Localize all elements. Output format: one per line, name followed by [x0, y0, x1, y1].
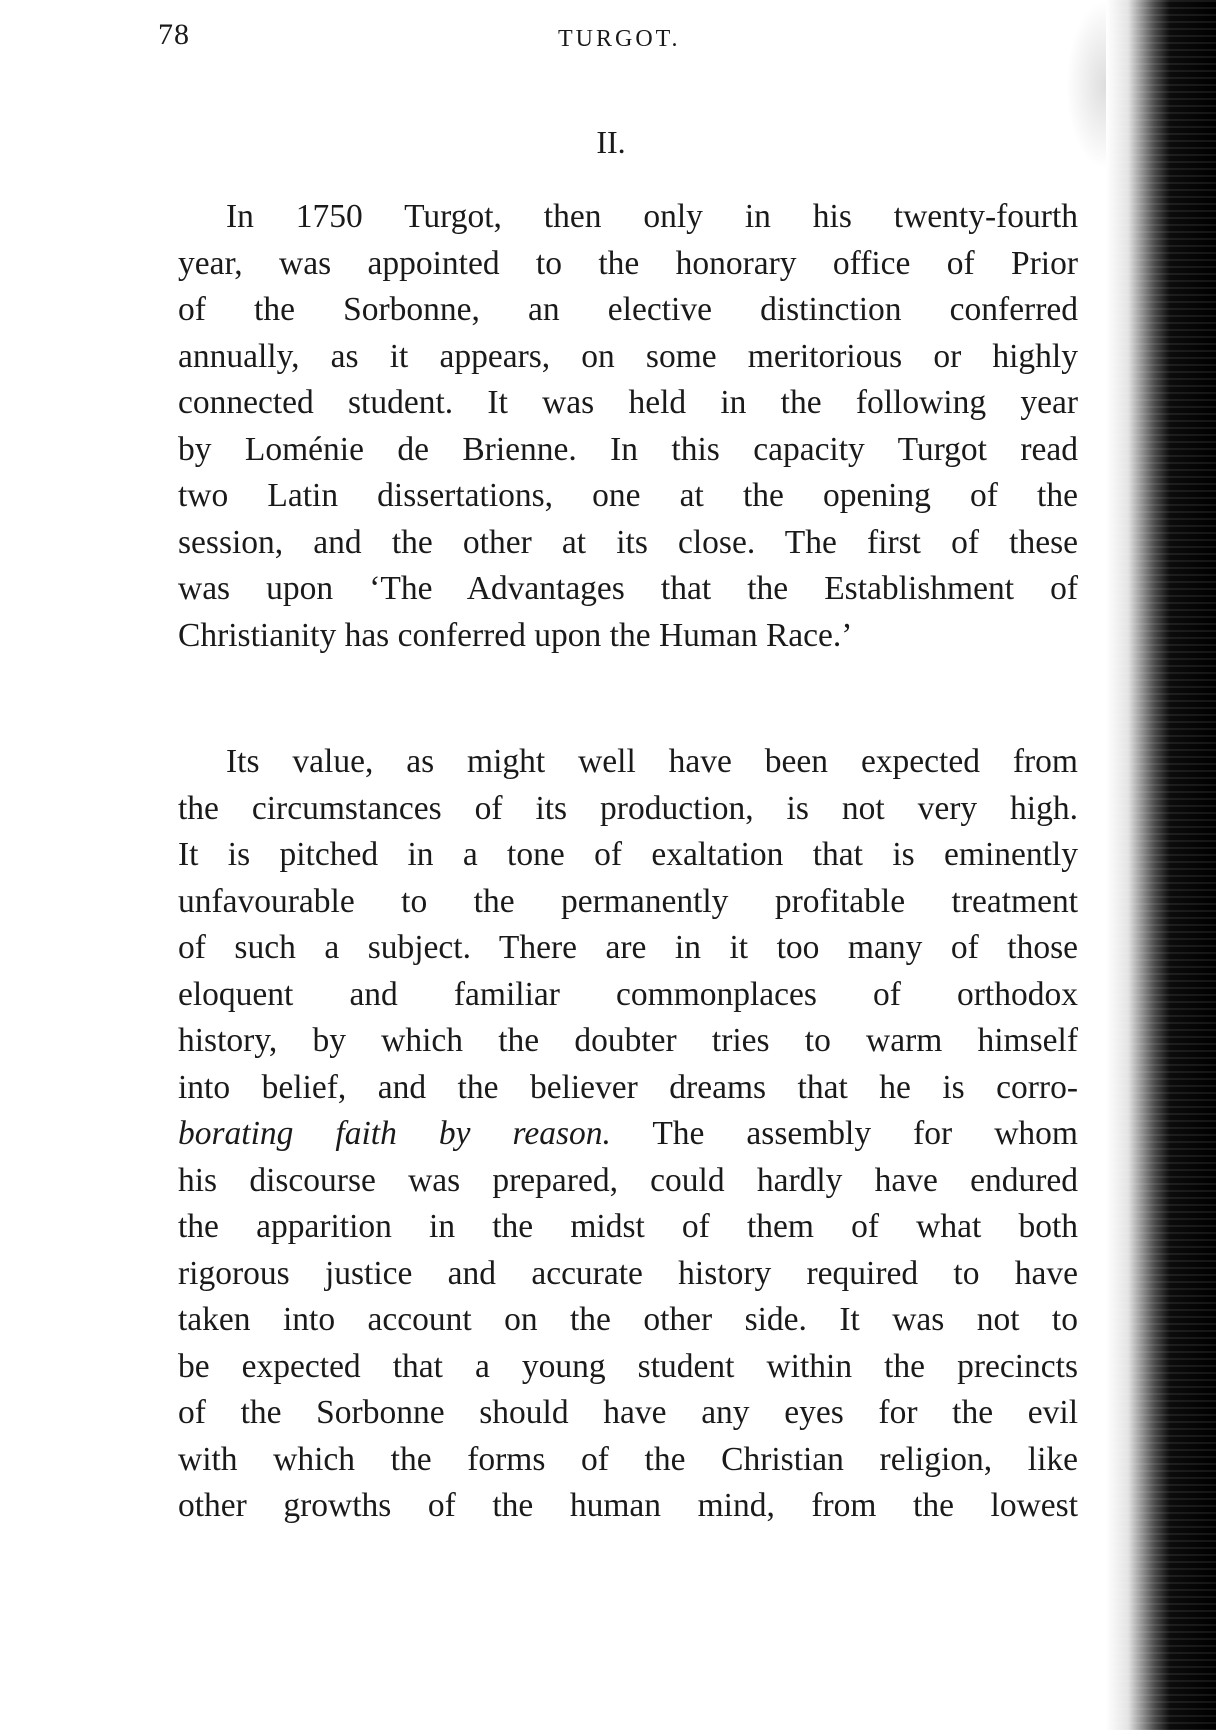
- paragraph-line: the apparition in the midst of them of what both: [178, 1208, 1078, 1245]
- paragraph-line: two Latin dissertations, one at the opening of the: [178, 477, 1078, 514]
- paragraph-line: was upon ‘The Advantages that the Establishment of: [178, 570, 1078, 607]
- paragraph-line: Its value, as might well have been expected from: [226, 743, 1078, 780]
- paragraph-line: eloquent and familiar commonplaces of orthodox: [178, 975, 1078, 1013]
- paragraph-line: year, was appointed to the honorary office of Prior: [178, 244, 1078, 282]
- paragraph-line: other growths of the human mind, from the lowest: [178, 1487, 1078, 1524]
- paragraph-line: Christianity has conferred upon the Human Race.’: [178, 616, 853, 654]
- paragraph-line: of the Sorbonne, an elective distinction conferred: [178, 291, 1078, 328]
- paragraph-line: history, by which the doubter tries to warm himself: [178, 1022, 1078, 1059]
- paragraph-line: his discourse was prepared, could hardly have endured: [178, 1161, 1078, 1199]
- paragraph-line: In 1750 Turgot, then only in his twenty-fourth: [226, 198, 1078, 235]
- paragraph-line: by Loménie de Brienne. In this capacity Turgot read: [178, 430, 1078, 468]
- paragraph-line: connected student. It was held in the following year: [178, 384, 1078, 421]
- paragraph-line: with which the forms of the Christian religion, like: [178, 1440, 1078, 1478]
- paragraph-line: unfavourable to the permanently profitable treatment: [178, 882, 1078, 920]
- paragraph-line: annually, as it appears, on some meritorious or highly: [178, 337, 1078, 375]
- book-binding-edge: [1106, 0, 1216, 1730]
- paragraph-line: of such a subject. There are in it too many of those: [178, 929, 1078, 966]
- section-heading: II.: [596, 124, 626, 160]
- paragraph-line: It is pitched in a tone of exaltation that is eminently: [178, 836, 1078, 873]
- paragraph-line-italic: [178, 1111, 1078, 1158]
- scan-shadow: [1066, 0, 1106, 170]
- paragraph-line: of the Sorbonne should have any eyes for the evil: [178, 1394, 1078, 1431]
- paragraph-line: session, and the other at its close. The first of these: [178, 523, 1078, 561]
- paragraph-line: into belief, and the believer dreams that he is corro-: [178, 1068, 1078, 1106]
- paragraph-line: be expected that a young student within the precincts: [178, 1347, 1078, 1385]
- running-head: TURGOT.: [558, 26, 681, 52]
- paragraph-1: [178, 194, 1078, 659]
- italic-phrase: borating faith by reason.: [178, 1115, 611, 1152]
- line-continuation: The assembly for whom: [652, 1115, 1078, 1152]
- paragraph-line: the circumstances of its production, is not very high.: [178, 789, 1078, 827]
- page-number: 78: [158, 18, 190, 51]
- paragraph-2: [178, 739, 1078, 1530]
- paragraph-line: taken into account on the other side. It was not to: [178, 1301, 1078, 1338]
- paragraph-line: rigorous justice and accurate history required to have: [178, 1254, 1078, 1292]
